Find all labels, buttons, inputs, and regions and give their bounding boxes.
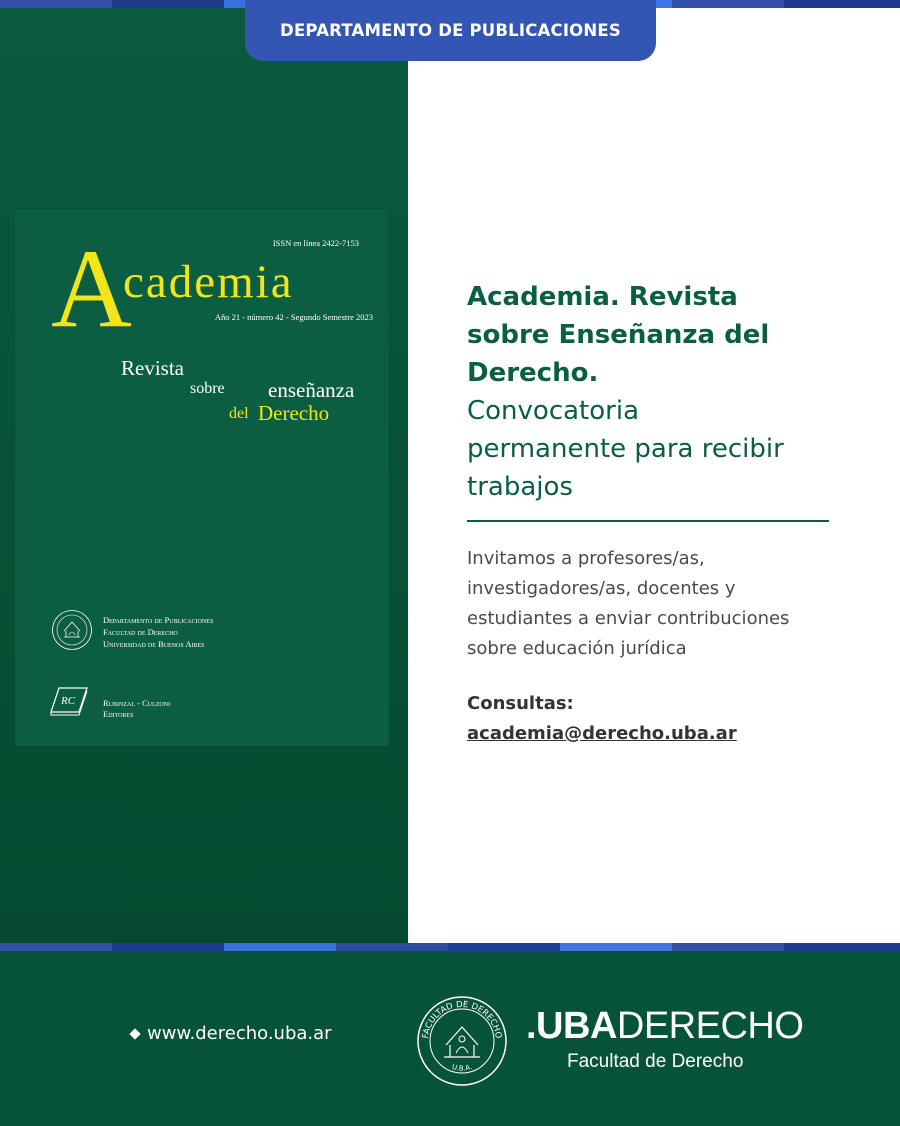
cover-subtitle-derecho: Derecho (258, 401, 330, 425)
rubinzal-culzoni-logo-icon (49, 685, 89, 717)
title-light-line: Convocatoria (467, 396, 640, 426)
cover-publisher-line: Departamento de Publicaciones (103, 615, 214, 625)
brand-subtitle: Facultad de Derecho (567, 1051, 744, 1072)
cover-subtitle-revista: Revista (121, 356, 184, 380)
bottom-color-stripe (0, 943, 900, 951)
svg-text:FACULTAD DE DERECHO (421, 1000, 503, 1040)
title-bold-line: Academia. Revista (467, 282, 738, 312)
cover-publisher (103, 614, 213, 650)
faculty-seal-icon (416, 995, 508, 1087)
cover-issue: Año 21 - número 42 - Segundo Semestre 2023 (214, 312, 373, 322)
cover-title-initial: A (51, 227, 132, 351)
cover-issn: ISSN en línea 2422-7153 (272, 238, 359, 248)
svg-text:U.B.A. (451, 1063, 473, 1073)
cover-subtitle-ensenanza: enseñanza (268, 378, 355, 402)
department-tab (245, 0, 656, 61)
footer (0, 951, 900, 1126)
announcement-title (467, 278, 847, 506)
cover-editor (103, 698, 170, 720)
cover-subtitle-del: del (229, 405, 249, 422)
invitation-line: Invitamos a profesores/as, (467, 548, 705, 569)
invitation-text (467, 544, 847, 664)
title-light-line: permanente para recibir (467, 434, 784, 464)
diamond-bullet-icon (129, 1028, 140, 1039)
svg-text:RC: RC (61, 695, 76, 707)
title-bold-line: sobre Enseñanza del (467, 320, 770, 350)
brand-derecho: DERECHO (616, 1005, 804, 1047)
uba-seal-icon (51, 609, 93, 651)
invitation-line: estudiantes a enviar contribuciones (467, 608, 790, 629)
section-divider (467, 520, 829, 522)
cover-publisher-line: Facultad de Derecho (103, 627, 178, 637)
website-link[interactable] (131, 1023, 332, 1044)
journal-cover (15, 209, 389, 746)
brand-uba: .UBA (526, 1005, 617, 1047)
invitation-line: sobre educación jurídica (467, 638, 687, 659)
website-text: www.derecho.uba.ar (147, 1023, 332, 1044)
uba-derecho-logo (526, 1007, 803, 1045)
cover-title-rest: cademia (123, 256, 294, 308)
cover-editor-line: Editores (103, 709, 134, 719)
title-light-line: trabajos (467, 472, 573, 502)
seal-bottom-text: U.B.A. (450, 1062, 474, 1073)
cover-subtitle-sobre: sobre (190, 380, 225, 397)
title-bold-line: Derecho. (467, 358, 599, 388)
seal-text: FACULTAD DE DERECHO (421, 999, 503, 1040)
cover-publisher-line: Universidad de Buenos Aires (103, 639, 205, 649)
consultas-label: Consultas: (467, 693, 574, 714)
department-label: DEPARTAMENTO DE PUBLICACIONES (280, 21, 621, 40)
cover-editor-line: Rubinzal - Culzoni (103, 698, 171, 708)
contact-email-link[interactable]: academia@derecho.uba.ar (467, 723, 737, 744)
invitation-line: investigadores/as, docentes y (467, 578, 736, 599)
